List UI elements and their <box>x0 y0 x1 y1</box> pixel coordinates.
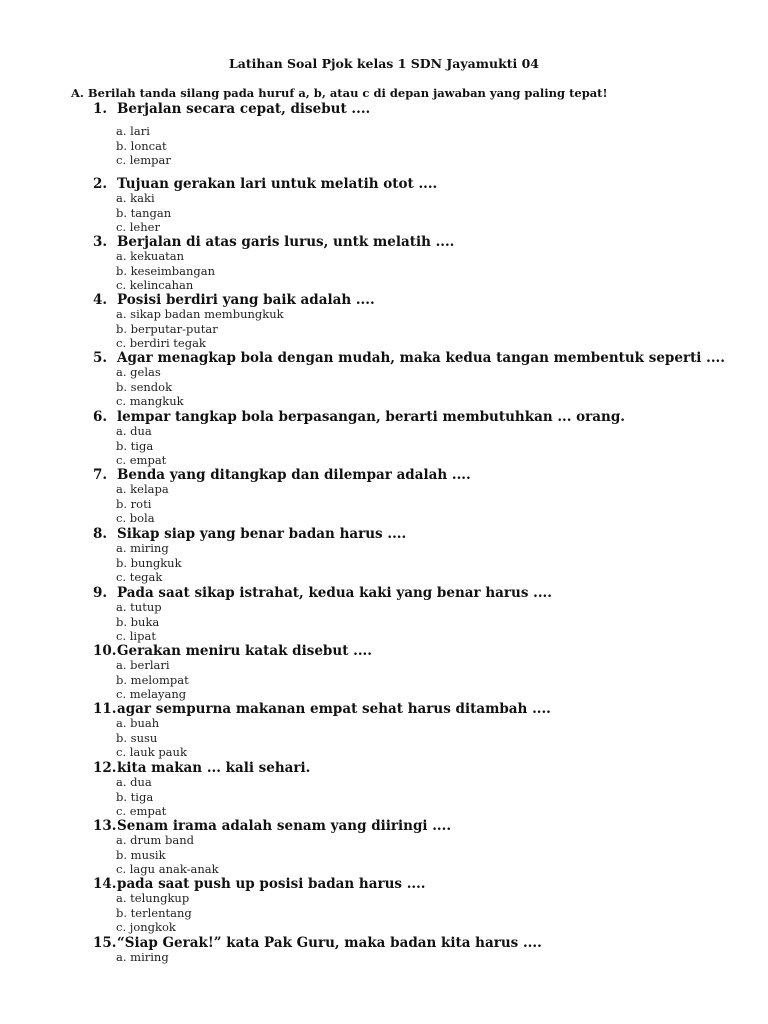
question-text: Senam irama adalah senam yang diiringi .... <box>117 818 452 834</box>
question-number: 6. <box>93 409 108 425</box>
question-number: 15. <box>93 935 117 951</box>
answer-option: c. lipat <box>116 629 156 643</box>
answer-option: c. empat <box>116 804 167 818</box>
answer-option: b. musik <box>116 847 166 862</box>
answer-option: b. bungkuk <box>116 555 182 570</box>
answer-option: a. telungkup <box>116 891 190 905</box>
answer-option: a. drum band <box>116 833 194 847</box>
answer-option: b. melompat <box>116 672 189 687</box>
question-number: 7. <box>93 467 108 483</box>
answer-option: a. tutup <box>116 600 162 614</box>
question-text: Berjalan di atas garis lurus, untk melatih .... <box>117 234 455 250</box>
question-number: 10. <box>93 643 117 659</box>
question-number: 2. <box>93 176 108 192</box>
question-6 <box>93 409 625 425</box>
question-text: Sikap siap yang benar badan harus .... <box>117 526 407 542</box>
answer-option: b. tiga <box>116 438 154 453</box>
question-text: Posisi berdiri yang baik adalah .... <box>117 292 375 308</box>
answer-option: b. sendok <box>116 379 173 394</box>
question-1 <box>93 101 370 117</box>
question-3 <box>93 234 454 250</box>
question-text: Tujuan gerakan lari untuk melatih otot .... <box>117 176 438 192</box>
document-title: Latihan Soal Pjok kelas 1 SDN Jayamukti 04 <box>228 56 540 71</box>
answer-option: b. berputar-putar <box>116 321 218 336</box>
answer-option: b. susu <box>116 730 158 745</box>
question-number: 11. <box>93 701 117 717</box>
question-15 <box>93 935 542 951</box>
answer-option: c. bola <box>116 511 155 525</box>
answer-option: a. miring <box>116 541 169 555</box>
answer-option: b. tangan <box>116 205 172 220</box>
question-number: 13. <box>93 818 117 834</box>
answer-option: a. dua <box>116 424 152 438</box>
question-text: Gerakan meniru katak disebut .... <box>117 643 372 659</box>
answer-option: a. dua <box>116 775 152 789</box>
answer-option: a. kekuatan <box>116 249 185 263</box>
answer-option: b. terlentang <box>116 905 192 920</box>
question-number: 12. <box>93 760 117 776</box>
answer-option: b. keseimbangan <box>116 263 215 278</box>
question-14 <box>93 876 426 892</box>
question-text: lempar tangkap bola berpasangan, berarti membutuhkan ... orang. <box>117 409 625 425</box>
question-number: 4. <box>93 292 108 308</box>
question-text: Agar menagkap bola dengan mudah, maka kedua tangan membentuk seperti .... <box>117 350 725 366</box>
question-text: agar sempurna makanan empat sehat harus ditambah .... <box>117 701 551 717</box>
question-12 <box>93 760 310 776</box>
question-number: 1. <box>93 101 108 117</box>
question-number: 3. <box>93 234 108 250</box>
question-8 <box>93 526 406 542</box>
question-text: Benda yang ditangkap dan dilempar adalah .... <box>117 467 471 483</box>
question-text: pada saat push up posisi badan harus .... <box>117 876 426 892</box>
answer-option: a. gelas <box>116 365 161 379</box>
question-2 <box>93 176 437 192</box>
answer-option: c. lempar <box>116 153 171 167</box>
answer-option: c. lagu anak-anak <box>116 862 219 876</box>
answer-option: c. melayang <box>116 687 187 701</box>
answer-option: a. berlari <box>116 658 170 672</box>
instruction-text: A. Berilah tanda silang pada huruf a, b, atau c di depan jawaban yang paling tepat! <box>71 86 608 100</box>
answer-option: c. berdiri tegak <box>116 336 206 350</box>
answer-option: a. kelapa <box>116 482 169 496</box>
answer-option: a. buah <box>116 716 160 730</box>
question-text: Pada saat sikap istrahat, kedua kaki yang benar harus .... <box>117 585 552 601</box>
answer-option: b. loncat <box>116 138 167 153</box>
question-text: Berjalan secara cepat, disebut .... <box>117 101 371 117</box>
question-number: 9. <box>93 585 108 601</box>
answer-option: a. kaki <box>116 191 155 205</box>
answer-option: b. buka <box>116 614 160 629</box>
question-9 <box>93 585 552 601</box>
answer-option: a. miring <box>116 950 169 964</box>
answer-option: c. empat <box>116 453 167 467</box>
question-11 <box>93 701 551 717</box>
question-13 <box>93 818 451 834</box>
answer-option: c. tegak <box>116 570 163 584</box>
question-text: “Siap Gerak!” kata Pak Guru, maka badan kita harus .... <box>117 935 542 951</box>
answer-option: c. lauk pauk <box>116 745 187 759</box>
question-number: 5. <box>93 350 108 366</box>
answer-option: c. leher <box>116 220 160 234</box>
question-number: 14. <box>93 876 117 892</box>
answer-option: b. tiga <box>116 789 154 804</box>
answer-option: c. mangkuk <box>116 394 184 408</box>
question-7 <box>93 467 471 483</box>
answer-option: a. sikap badan membungkuk <box>116 307 284 321</box>
answer-option: c. kelincahan <box>116 278 194 292</box>
question-text: kita makan ... kali sehari. <box>117 760 311 776</box>
question-number: 8. <box>93 526 108 542</box>
question-5 <box>93 350 725 366</box>
answer-option: c. jongkok <box>116 920 176 934</box>
question-4 <box>93 292 375 308</box>
question-10 <box>93 643 372 659</box>
answer-option: b. roti <box>116 496 152 511</box>
answer-option: a. lari <box>116 124 150 138</box>
